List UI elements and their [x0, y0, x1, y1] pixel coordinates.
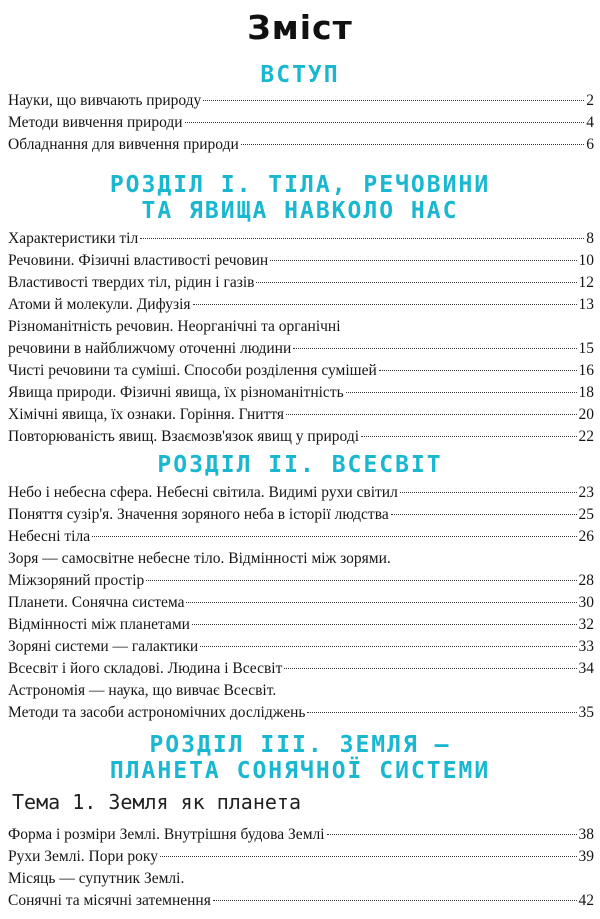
toc-entry[interactable]: Планети. Сонячна система 30	[8, 594, 594, 611]
section3-heading-line2: ПЛАНЕТА СОНЯЧНОЇ СИСТЕМИ	[109, 758, 491, 784]
toc-entry[interactable]: Всесвіт і його складові. Людина і Всесвіт 34	[8, 660, 594, 677]
intro-heading: ВСТУП	[260, 62, 340, 88]
toc-entry[interactable]: Поняття сузір'я. Значення зоряного неба в історії людства 25	[8, 506, 594, 523]
section2-heading: РОЗДІЛ ІІ. ВСЕСВІТ	[157, 452, 443, 478]
topic-heading: Тема 1. Земля як планета	[12, 790, 301, 814]
page-title: Зміст	[247, 8, 353, 47]
toc-entry[interactable]: Різноманітність речовин. Неорганічні та органічні	[8, 318, 341, 335]
toc-entry[interactable]: Зоря — самосвітне небесне тіло. Відмінності між зорями.	[8, 550, 391, 567]
toc-entry[interactable]: Форма і розміри Землі. Внутрішня будова Землі 38	[8, 826, 594, 843]
section1-heading-line1: РОЗДІЛ І. ТІЛА, РЕЧОВИНИ	[109, 172, 491, 198]
toc-entry[interactable]: Властивості твердих тіл, рідин і газів 12	[8, 274, 594, 291]
toc-entry[interactable]: Відмінності між планетами 32	[8, 616, 594, 633]
toc-entry[interactable]: Міжзоряний простір 28	[8, 572, 594, 589]
toc-entry[interactable]: Обладнання для вивчення природи 6	[8, 136, 594, 153]
toc-entry[interactable]: речовини в найближчому оточенні людини 15	[8, 340, 594, 357]
section1-heading-line2: ТА ЯВИЩА НАВКОЛО НАС	[141, 198, 459, 224]
toc-entry[interactable]: Небесні тіла 26	[8, 528, 594, 545]
toc-entry[interactable]: Астрономія — наука, що вивчає Всесвіт.	[8, 682, 277, 699]
toc-entry[interactable]: Сонячні та місячні затемнення 42	[8, 892, 594, 909]
toc-entry[interactable]: Повторюваність явищ. Взаємозв'язок явищ у природі 22	[8, 428, 594, 445]
toc-entry[interactable]: Явища природи. Фізичні явища, їх різноманітність 18	[8, 384, 594, 401]
toc-entry[interactable]: Методи вивчення природи 4	[8, 114, 594, 131]
toc-entry[interactable]: Зоряні системи — галактики 33	[8, 638, 594, 655]
toc-entry[interactable]: Місяць — супутник Землі.	[8, 870, 185, 887]
toc-entry[interactable]: Рухи Землі. Пори року 39	[8, 848, 594, 865]
toc-entry[interactable]: Характеристики тіл 8	[8, 230, 594, 247]
toc-entry[interactable]: Небо і небесна сфера. Небесні світила. Видимі рухи світил 23	[8, 484, 594, 501]
toc-entry[interactable]: Хімічні явища, їх ознаки. Горіння. Гниття 20	[8, 406, 594, 423]
section3-heading-line1: РОЗДІЛ ІІІ. ЗЕМЛЯ —	[149, 732, 451, 758]
toc-entry[interactable]: Атоми й молекули. Дифузія 13	[8, 296, 594, 313]
toc-entry[interactable]: Науки, що вивчають природу 2	[8, 92, 594, 109]
toc-entry[interactable]: Методи та засоби астрономічних досліджень 35	[8, 704, 594, 721]
toc-entry[interactable]: Чисті речовини та суміші. Способи розділення сумішей 16	[8, 362, 594, 379]
toc-entry[interactable]: Речовини. Фізичні властивості речовин 10	[8, 252, 594, 269]
